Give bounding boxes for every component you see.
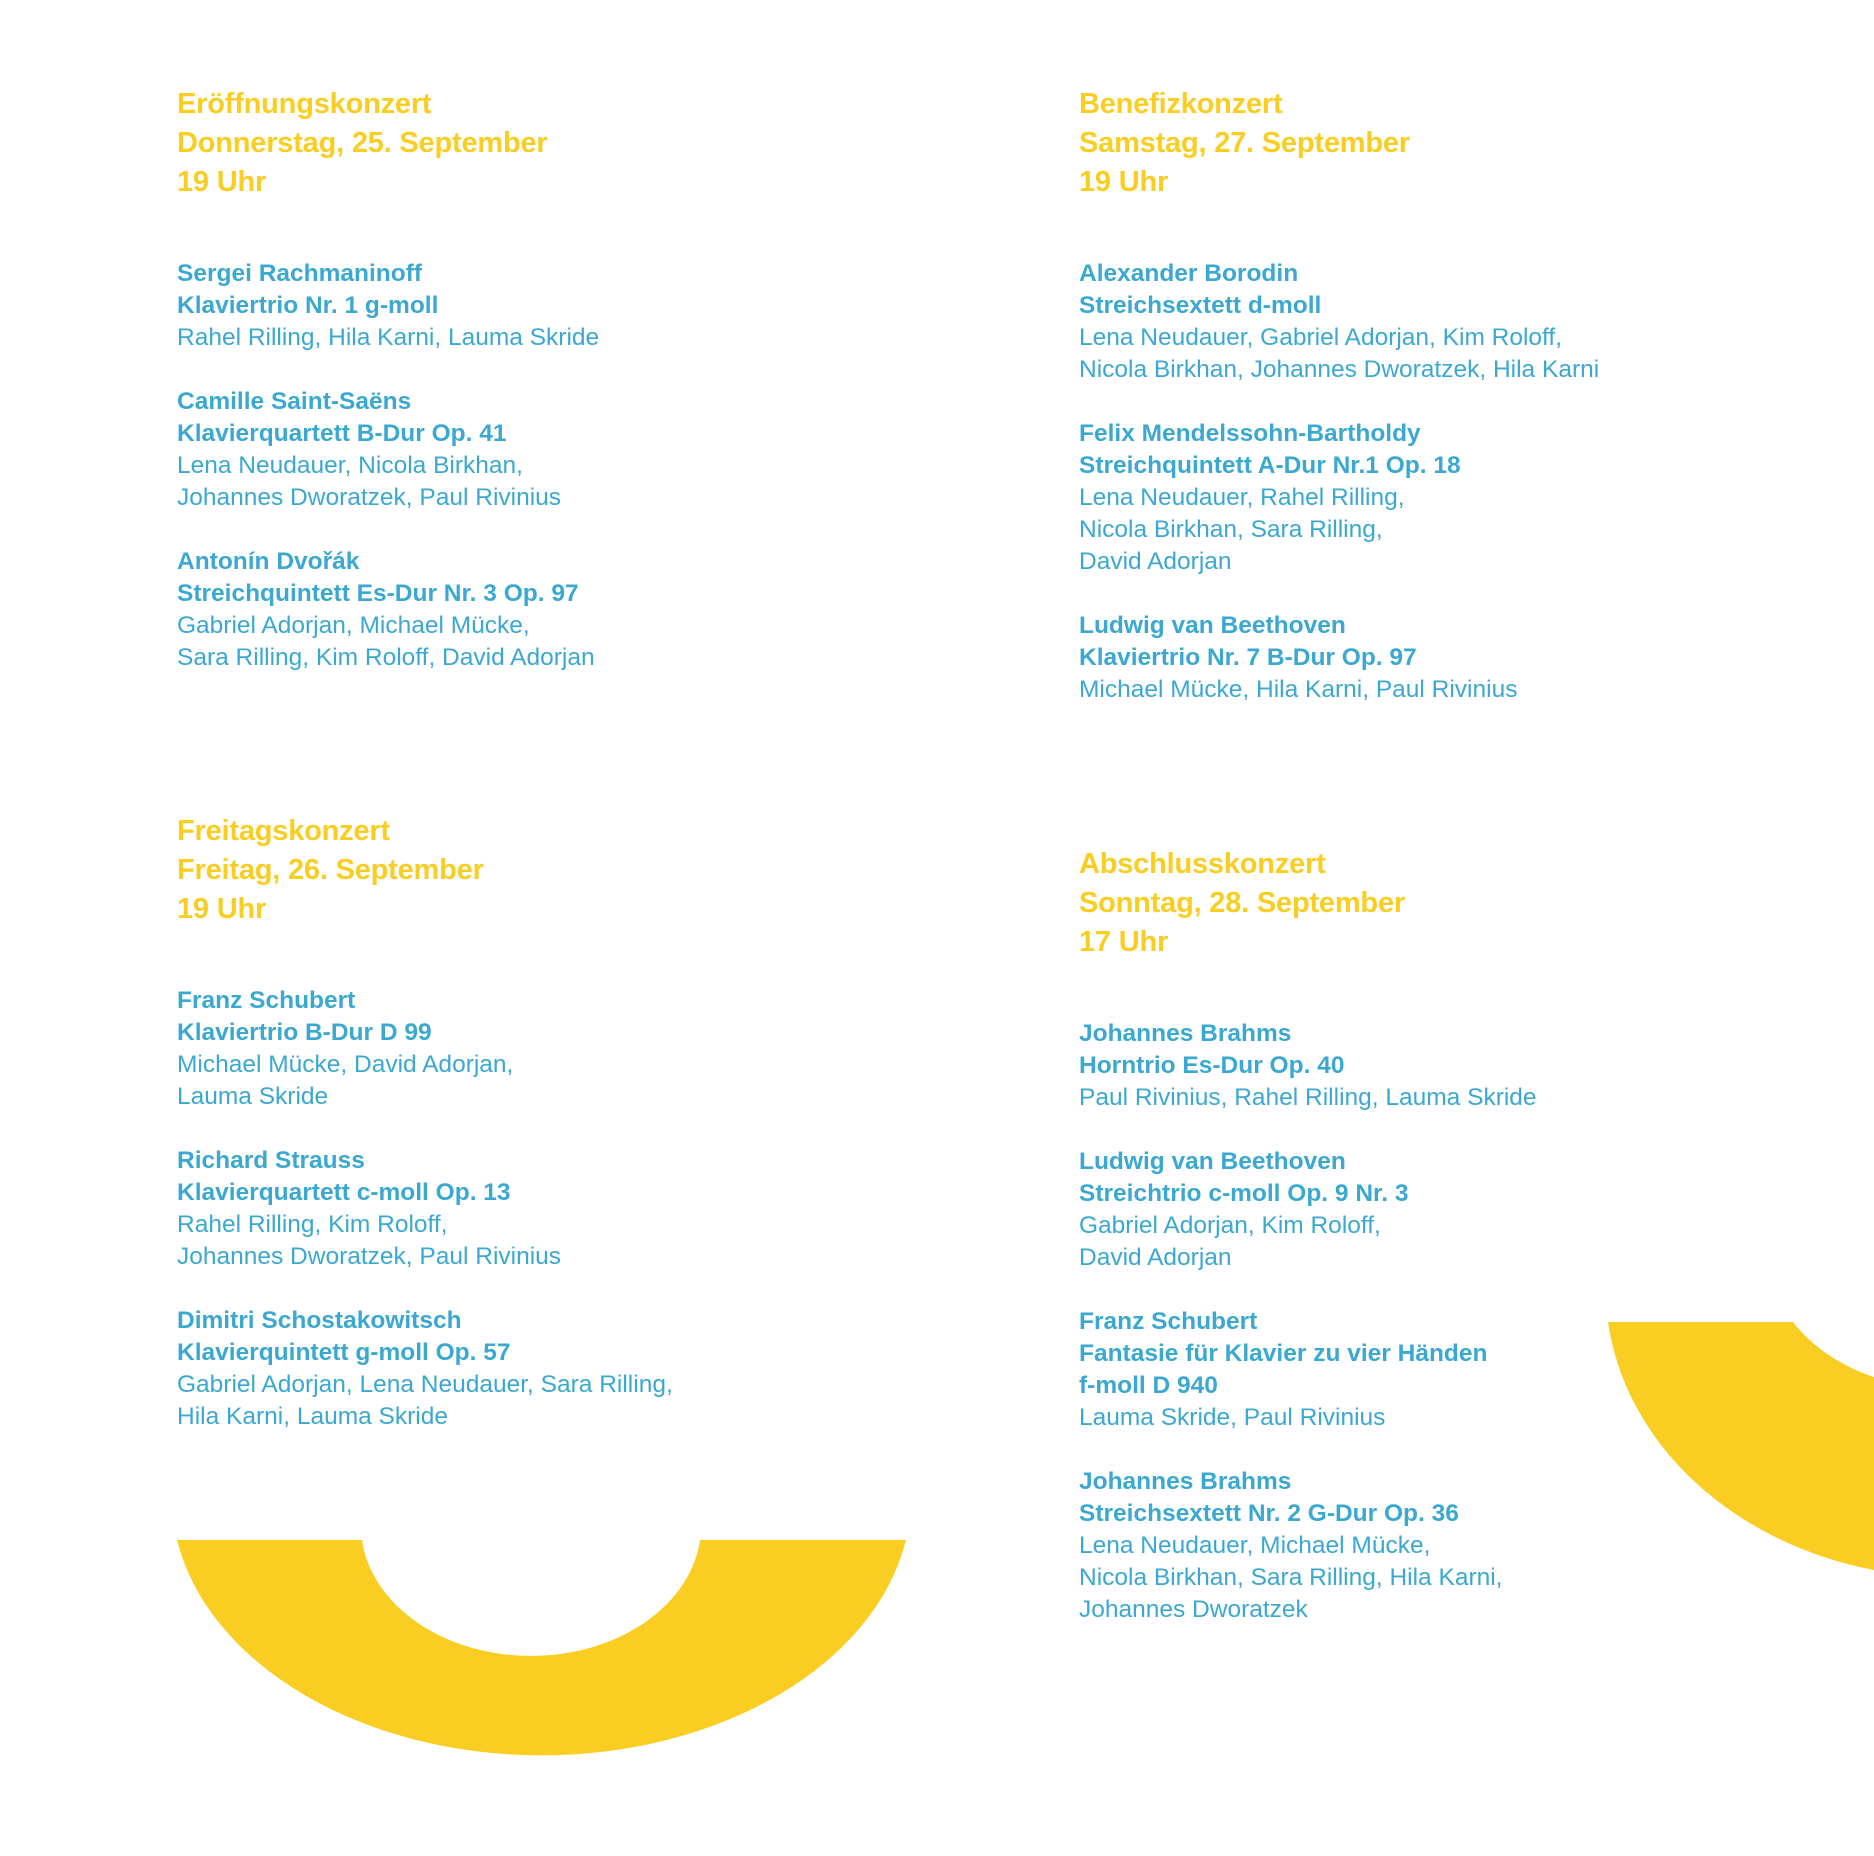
program-item	[1079, 1146, 1719, 1274]
performers-line: Lena Neudauer, Rahel Rilling,	[1079, 484, 1405, 511]
composer-name: Camille Saint-Saëns	[177, 388, 412, 415]
performers-line: Johannes Dworatzek, Paul Rivinius	[177, 1243, 562, 1270]
concert-date: Donnerstag, 25. September	[177, 127, 548, 159]
program-item	[177, 546, 817, 674]
concert-date: Samstag, 27. September	[1079, 127, 1410, 159]
composer-name: Dimitri Schostakowitsch	[177, 1307, 462, 1334]
composer-name: Antonín Dvořák	[177, 548, 360, 575]
program-item	[177, 386, 817, 514]
performers-line: Nicola Birkhan, Sara Rilling, Hila Karni,	[1079, 1564, 1503, 1591]
performers	[1079, 322, 1719, 386]
performers-line: Paul Rivinius, Rahel Rilling, Lauma Skride	[1079, 1084, 1537, 1111]
work-title-line-2: f-moll D 940	[1079, 1372, 1218, 1399]
performers-line: Lena Neudauer, Gabriel Adorjan, Kim Roloff,	[1079, 324, 1563, 351]
concert-header	[177, 812, 817, 929]
performers-line: Lauma Skride, Paul Rivinius	[1079, 1404, 1386, 1431]
performers-line: Michael Mücke, David Adorjan,	[177, 1051, 514, 1078]
performers	[1079, 1082, 1719, 1114]
performers	[177, 1049, 817, 1113]
performers-line: Gabriel Adorjan, Kim Roloff,	[1079, 1212, 1381, 1239]
work-title: Streichtrio c-moll Op. 9 Nr. 3	[1079, 1180, 1409, 1207]
concert-title: Abschlusskonzert	[1079, 848, 1326, 880]
concert-time: 19 Uhr	[177, 893, 267, 925]
performers-line: Johannes Dworatzek	[1079, 1596, 1308, 1623]
program-item	[1079, 1306, 1719, 1434]
bottom-half-ring-shape	[177, 1540, 906, 1755]
concert-header	[1079, 845, 1719, 962]
concert-title: Benefizkonzert	[1079, 88, 1283, 120]
performers-line: Rahel Rilling, Hila Karni, Lauma Skride	[177, 324, 600, 351]
work-title: Streichsextett d-moll	[1079, 292, 1322, 319]
concert-block-benefit	[1079, 85, 1719, 738]
concert-date: Freitag, 26. September	[177, 854, 484, 886]
composer-name: Franz Schubert	[177, 987, 356, 1014]
composer-name: Sergei Rachmaninoff	[177, 260, 423, 287]
performers-line: Lena Neudauer, Michael Mücke,	[1079, 1532, 1431, 1559]
performers-line: Lena Neudauer, Nicola Birkhan,	[177, 452, 523, 479]
program-item	[177, 1145, 817, 1273]
work-title: Streichsextett Nr. 2 G-Dur Op. 36	[1079, 1500, 1459, 1527]
work-title: Streichquintett Es-Dur Nr. 3 Op. 97	[177, 580, 579, 607]
concert-title: Eröffnungskonzert	[177, 88, 432, 120]
performers	[177, 1209, 817, 1273]
work-title: Klavierquintett g-moll Op. 57	[177, 1339, 511, 1366]
concert-time: 17 Uhr	[1079, 926, 1169, 958]
work-title: Klaviertrio Nr. 1 g-moll	[177, 292, 439, 319]
program-item	[1079, 258, 1719, 386]
performers	[177, 322, 817, 354]
work-title: Klavierquartett B-Dur Op. 41	[177, 420, 507, 447]
performers-line: David Adorjan	[1079, 1244, 1232, 1271]
work-title: Klavierquartett c-moll Op. 13	[177, 1179, 511, 1206]
composer-name: Johannes Brahms	[1079, 1468, 1292, 1495]
work-title: Streichquintett A-Dur Nr.1 Op. 18	[1079, 452, 1461, 479]
concert-date: Sonntag, 28. September	[1079, 887, 1405, 919]
performers-line: Hila Karni, Lauma Skride	[177, 1403, 448, 1430]
concert-header	[177, 85, 817, 202]
performers	[1079, 1210, 1719, 1274]
performers	[1079, 1402, 1719, 1434]
program-item	[1079, 1466, 1719, 1626]
performers-line: Sara Rilling, Kim Roloff, David Adorjan	[177, 644, 595, 671]
program-item	[177, 258, 817, 354]
performers-line: Nicola Birkhan, Sara Rilling,	[1079, 516, 1383, 543]
composer-name: Felix Mendelssohn-Bartholdy	[1079, 420, 1421, 447]
work-title: Klaviertrio Nr. 7 B-Dur Op. 97	[1079, 644, 1417, 671]
program-item	[1079, 1018, 1719, 1114]
performers-line: Gabriel Adorjan, Michael Mücke,	[177, 612, 530, 639]
performers-line: Johannes Dworatzek, Paul Rivinius	[177, 484, 562, 511]
composer-name: Franz Schubert	[1079, 1308, 1258, 1335]
composer-name: Johannes Brahms	[1079, 1020, 1292, 1047]
concert-block-opening	[177, 85, 817, 706]
program-item	[177, 1305, 817, 1433]
concert-title: Freitagskonzert	[177, 815, 390, 847]
performers-line: Gabriel Adorjan, Lena Neudauer, Sara Rilling,	[177, 1371, 673, 1398]
performers	[177, 1369, 817, 1433]
concert-time: 19 Uhr	[177, 166, 267, 198]
work-title: Horntrio Es-Dur Op. 40	[1079, 1052, 1345, 1079]
concert-block-friday	[177, 812, 817, 1465]
performers-line: David Adorjan	[1079, 548, 1232, 575]
program-item	[177, 985, 817, 1113]
composer-name: Richard Strauss	[177, 1147, 365, 1174]
concert-header	[1079, 85, 1719, 202]
performers	[1079, 482, 1719, 578]
concert-time: 19 Uhr	[1079, 166, 1169, 198]
concert-block-closing	[1079, 845, 1719, 1658]
work-title: Fantasie für Klavier zu vier Händen	[1079, 1340, 1488, 1367]
performers	[1079, 1530, 1719, 1626]
composer-name: Ludwig van Beethoven	[1079, 612, 1346, 639]
composer-name: Ludwig van Beethoven	[1079, 1148, 1346, 1175]
performers-line: Rahel Rilling, Kim Roloff,	[177, 1211, 448, 1238]
program-item	[1079, 610, 1719, 706]
performers-line: Lauma Skride	[177, 1083, 329, 1110]
program-item	[1079, 418, 1719, 578]
performers-line: Nicola Birkhan, Johannes Dworatzek, Hila Karni	[1079, 356, 1600, 383]
performers	[177, 610, 817, 674]
performers	[1079, 674, 1719, 706]
work-title: Klaviertrio B-Dur D 99	[177, 1019, 432, 1046]
composer-name: Alexander Borodin	[1079, 260, 1299, 287]
performers	[177, 450, 817, 514]
performers-line: Michael Mücke, Hila Karni, Paul Rivinius	[1079, 676, 1518, 703]
